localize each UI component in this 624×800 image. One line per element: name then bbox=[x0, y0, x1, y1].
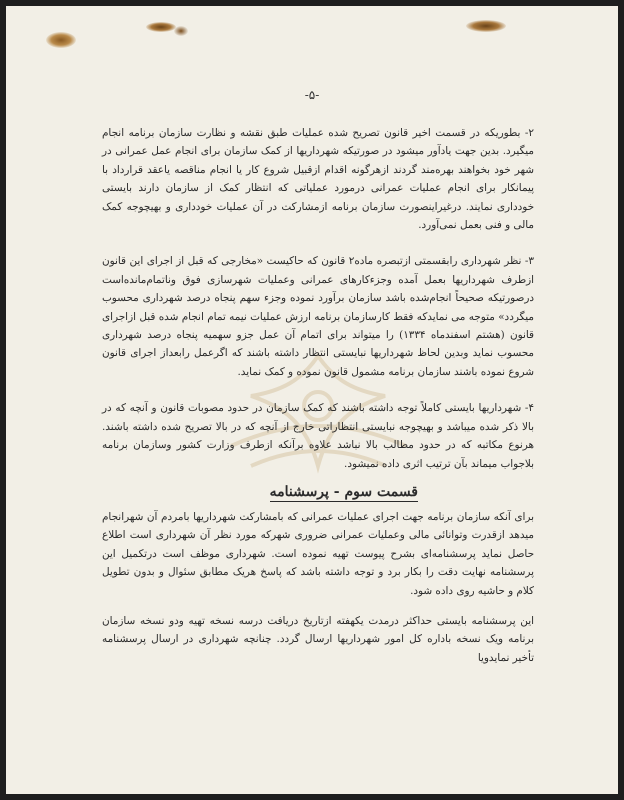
stain-mark bbox=[174, 26, 188, 36]
stain-mark bbox=[46, 32, 76, 48]
stain-mark bbox=[146, 22, 176, 32]
section-heading bbox=[102, 482, 534, 502]
paragraph-3: ۳- نظر شهرداری رابقسمتی ازتبصره ماده۲ قانون که حاکیست «مخارجی که قبل از اجرای این قانون ازطرف شهرداریها بعمل آمده وجزءکارهای عمرانی وعملیات شهرسازی فوق وناتمام‌مانده‌است درصورتیکه صحیحاً انجام‌شده باشد سازمان برآورد نموده وجزء سهم پنجاه درصد شهرداری محسوب میگردد» متوجه می نمایدکه فقط کارسازمان برنامه ارزش عملیات نیمه تمام انجام شده قبل ازاجرای قانون (هشتم اسفندماه ۱۳۳۴) را میتواند برای اتمام آن عمل جزو سهمیه پنجاه درصد شهرداری محسوب نماید وبدین لحاظ شهرداریها نبایستی انتظار داشته باشند که اگرعمل رابعداز اجرای قانون شروع نموده باشند سازمان برنامه مشمول قانون نموده و کمک نماید. bbox=[102, 255, 534, 378]
stain-mark bbox=[466, 20, 506, 32]
section-paragraph-2: این پرسشنامه بایستی حداکثر درمدت یکهفته ازتاریخ دریافت درسه نسخه تهیه ودو نسخه سازمان برنامه ویک نسخه باداره کل امور شهرداریها ارسال گردد. چنانچه شهرداری در ارسال پرسشنامه تأخیر نمایدویا bbox=[102, 614, 534, 664]
paragraph-4: ۴- شهرداریها بایستی کاملاً توجه داشته باشند که کمک سازمان در حدود مصوبات قانون و آنچه که در بالا ذکر شده میباشد و بهیچوجه نبایستی انتظاراتی خارج از آنچه که در بالا تصریح شده داشته باشند. هرنوع مکاتبه که در حدود مطالب بالا نباشد علاوه برآنکه ازطرف وزارت کشور وسازمان برنامه بلاجواب میماند بآن ترتیب اثری داده نمیشود. bbox=[102, 402, 534, 470]
section-paragraph-1: برای آنکه سازمان برنامه جهت اجرای عملیات عمرانی که بامشارکت شهرداریها بامردم آن شهرانجام میدهد ازقدرت وتوانائی مالی وعملیات عمرانی ضروری شهرکه مورد نظر آن شهرداری است اطلاع حاصل نماید پرسشنامه‌ای بشرح پیوست تهیه نموده است. شهرداری موظف است درتکمیل این پرسشنامه نهایت دقت را بکار برد و توجه داشته باشد که پاسخ هریک مطابق سئوال و بدون تطویل کلام و حاشیه روی داده شود. bbox=[102, 510, 534, 597]
section-heading-text: قسمت سوم - پرسشنامه bbox=[269, 483, 418, 500]
document-body bbox=[102, 124, 534, 667]
page-number: -۵- bbox=[304, 88, 320, 102]
paragraph-2: ۲- بطوریکه در قسمت اخیر قانون تصریح شده عملیات طبق نقشه و نظارت سازمان برنامه انجام میگیرد. بدین جهت یادآور میشود در صورتیکه شهرداریها از کمک سازمان برای انجام عمل عمرانی در شهر خود بخواهند بهره‌مند گردند ازهرگونه اقدام ازقبیل شروع کار یا انجام مناقصه یاعقد قرارداد با پیمانکار برای انجام عملیات عمرانی درمورد عملیاتی که انتظار کمک از سازمان دارند بایستی خودداری نمایند. درغیراینصورت سازمان برنامه ازمشارکت در آن عملیات خودداری و بهیچوجه کمک مالی و فنی بعمل نمی‌آورد. bbox=[102, 127, 534, 232]
